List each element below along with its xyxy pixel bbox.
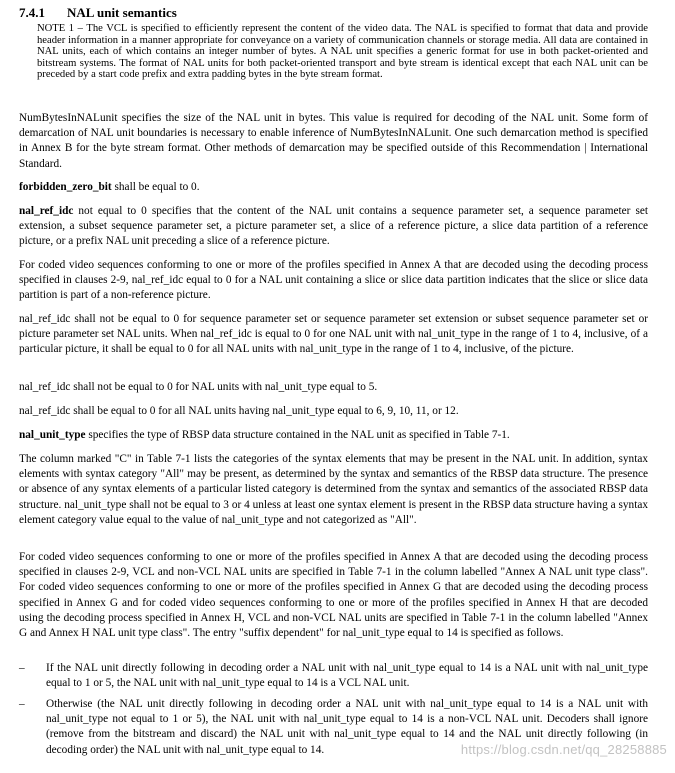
- paragraph-text: not equal to 0 specifies that the content of the NAL unit contains a sequence parameter set, a sequence parameter set extension, a subset sequence parameter set, a picture parameter set, a slice of a reference picture, a slice data partition of a reference picture, or a prefix NAL unit preceding a slice of a reference picture.: [19, 205, 648, 248]
- list-item-text: Otherwise (the NAL unit directly following in decoding order a NAL unit with nal_unit_type equal to 14 is a NAL unit with nal_unit_type not equal to 1 or 5), the NAL unit with nal_unit_type equal to 14 is a non-VCL NAL unit. Decoders shall ignore (remove from the bitstream and discard) the NAL unit with nal_unit_type equal to 14 and the NAL unit directly following (in decoding order) the NAL unit with nal_unit_type equal to 14.: [46, 698, 648, 756]
- paragraph-numbytes: [19, 111, 648, 172]
- paragraph-column-c: [19, 452, 648, 528]
- paragraph-text: The column marked "C" in Table 7-1 lists the categories of the syntax elements that may be present in the NAL unit. In addition, syntax elements with syntax category "All" may be present, as determined by the syntax and semantics of the RBSP data structure. The presence or absence of any syntax elements of a particular listed category is determined from the syntax and semantics of the associated RBSP data structure. nal_unit_type shall not be equal to 3 or 4 unless at least one syntax element is present in the RBSP data structure having a syntax element category value equal to the value of nal_unit_type and not categorized as "All".: [19, 453, 648, 526]
- paragraph-term: nal_ref_idc: [19, 205, 74, 217]
- paragraph-nal-ref-idc: [19, 204, 648, 250]
- paragraph-non-reference: [19, 258, 648, 304]
- paragraph-vcl-classes: [19, 550, 648, 641]
- paragraph-text: For coded video sequences conforming to one or more of the profiles specified in Annex A that are decoded using the decoding process specified in clauses 2-9, VCL and non-VCL NAL units are specified in Table 7-1 in the column labelled "Annex A NAL unit type class". For coded video sequences conforming to one or more of the profiles specified in Annex G that are decoded using the decoding process specified in Annex G and for coded video sequences conforming to one or more of the profiles specified in Annex H that are decoded using the decoding process specified in Annex H, VCL and non-VCL NAL units are specified in Table 7-1 in the column labelled "Annex G and Annex H NAL unit type class". The entry "suffix dependent" for nal_unit_type equal to 14 is specified as follows.: [19, 551, 648, 640]
- paragraph-text: nal_ref_idc shall not be equal to 0 for NAL units with nal_unit_type equal to 5.: [19, 381, 378, 393]
- paragraph-text: specifies the type of RBSP data structure contained in the NAL unit as specified in Table 7-1.: [85, 429, 510, 441]
- paragraph-text: nal_ref_idc shall be equal to 0 for all NAL units having nal_unit_type equal to 6, 9, 10, 11, or 12.: [19, 405, 459, 417]
- section-number: 7.4.1: [19, 5, 45, 20]
- paragraph-nal-unit-type: [19, 428, 648, 443]
- paragraph-text: shall be equal to 0.: [111, 181, 200, 193]
- section-title: NAL unit semantics: [67, 5, 177, 20]
- list-item-text: If the NAL unit directly following in decoding order a NAL unit with nal_unit_type equal to 14 is a NAL unit with nal_unit_type equal to 1 or 5, the NAL unit with nal_unit_type equal to 14 is a VCL NAL unit.: [46, 662, 648, 690]
- list-bullet: –: [19, 698, 25, 710]
- watermark: https://blog.csdn.net/qq_28258885: [460, 742, 667, 757]
- list-bullet: –: [19, 662, 25, 674]
- section-heading: [19, 5, 177, 20]
- paragraph-ref-idc-zero: [19, 404, 648, 419]
- paragraph-term: forbidden_zero_bit: [19, 181, 112, 193]
- paragraph-ref-idc-type-5: [19, 380, 648, 395]
- list-item-vcl: [19, 661, 648, 691]
- paragraph-text: nal_ref_idc shall not be equal to 0 for sequence parameter set or sequence parameter set extension or subset sequence parameter set or picture parameter set NAL units. When nal_ref_idc is equal to 0 for one NAL unit with nal_unit_type in the range of 1 to 4, inclusive, of a particular picture, it shall be equal to 0 for all NAL units with nal_unit_type in the range of 1 to 4, inclusive, of the picture.: [19, 313, 648, 356]
- paragraph-text: NumBytesInNALunit specifies the size of the NAL unit in bytes. This value is required for decoding of the NAL unit. Some form of demarcation of NAL unit boundaries is necessary to enable inference of NumBytesInNALunit. One such demarcation method is specified in Annex B for the byte stream format. Other methods of demarcation may be specified outside of this Recommendation | International Standard.: [19, 112, 648, 170]
- paragraph-ref-idc-parameter-sets: [19, 312, 648, 358]
- paragraph-text: For coded video sequences conforming to one or more of the profiles specified in Annex A that are decoded using the decoding process specified in clauses 2-9, nal_ref_idc equal to 0 for a NAL unit containing a slice or slice data partition indicates that the slice or slice data partition is part of a non-reference picture.: [19, 259, 648, 302]
- note-1: NOTE 1 – The VCL is specified to efficiently represent the content of the video data. The NAL is specified to format that data and provide header information in a manner appropriate for conveyance on a variety of communication channels or storage media. All data are contained in NAL units, each of which contains an integer number of bytes. A NAL unit specifies a generic format for use in both packet-oriented and bitstream systems. The format of NAL units for both packet-oriented transport and byte stream is identical except that each NAL unit can be preceded by a start code prefix and extra padding bytes in the byte stream format.: [37, 23, 648, 81]
- paragraph-forbidden-zero-bit: [19, 180, 648, 195]
- paragraph-term: nal_unit_type: [19, 429, 86, 441]
